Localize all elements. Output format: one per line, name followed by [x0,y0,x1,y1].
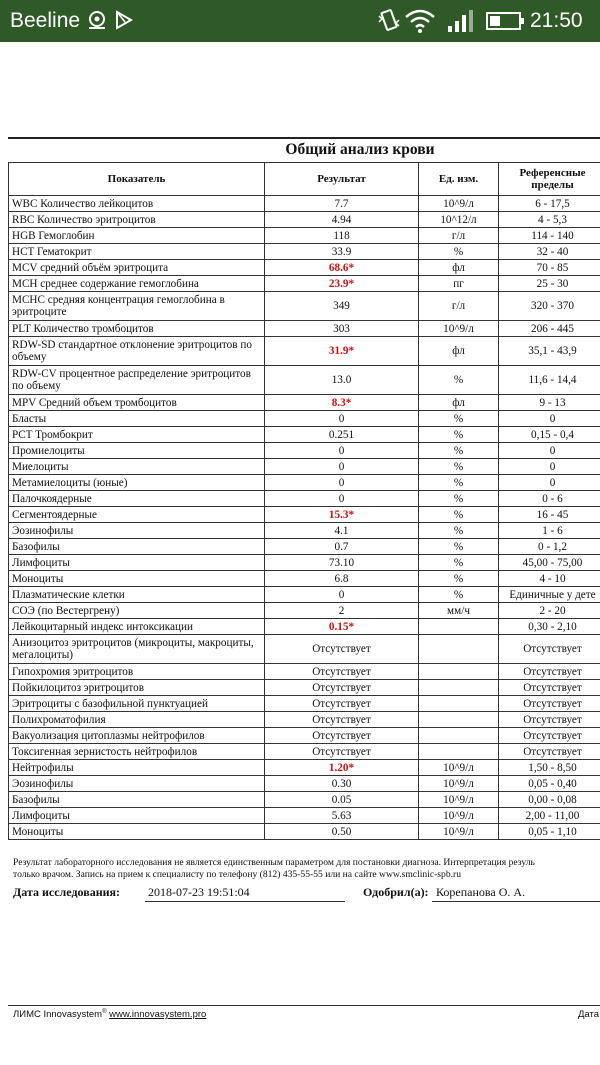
row-result: 13.0 [265,366,419,395]
row-unit: г/л [419,228,499,244]
table-row [9,459,600,475]
row-indicator: Эозинофилы [9,776,265,792]
carrier-name: Beeline [10,9,81,32]
table-row [9,475,600,491]
row-reference: Отсутствует [499,680,600,696]
row-result: 0.50 [265,824,419,840]
row-indicator: Вакуолизация цитоплазмы нейтрофилов [9,728,265,744]
row-reference: 206 - 445 [499,321,600,337]
row-indicator: HGB Гемоглобин [9,228,265,244]
row-indicator: Метамиелоциты (юные) [9,475,265,491]
row-unit: % [419,587,499,603]
row-indicator: Сегментоядерные [9,507,265,523]
row-unit: 10^9/л [419,824,499,840]
table-row [9,696,600,712]
row-unit: % [419,507,499,523]
row-result: Отсутствует [265,712,419,728]
row-unit [419,744,499,760]
row-unit: % [419,491,499,507]
table-row [9,635,600,664]
table-row [9,728,600,744]
row-indicator: СОЭ (по Вестергрену) [9,603,265,619]
footer-link[interactable]: www.innovasystem.pro [109,1009,207,1021]
row-result: 8.3* [265,395,419,411]
row-indicator: RBC Количество эритроцитов [9,212,265,228]
row-unit: фл [419,260,499,276]
row-reference: 0,15 - 0,4 [499,427,600,443]
table-row [9,260,600,276]
header-reference-line1: Референсные [519,167,586,179]
row-indicator: Базофилы [9,539,265,555]
row-reference: Отсутствует [499,696,600,712]
report-title: Общий анализ крови [285,141,435,158]
table-row [9,228,600,244]
table-row [9,603,600,619]
row-indicator: Моноциты [9,571,265,587]
row-result: Отсутствует [265,635,419,664]
row-unit: мм/ч [419,603,499,619]
row-result: 4.94 [265,212,419,228]
row-reference: 6 - 17,5 [499,196,600,212]
table-row [9,680,600,696]
row-reference: 9 - 13 [499,395,600,411]
divider [8,137,600,139]
row-unit: % [419,244,499,260]
table-row [9,292,600,321]
row-reference: 1,50 - 8,50 [499,760,600,776]
row-reference: Отсутствует [499,744,600,760]
row-reference: 11,6 - 14,4 [499,366,600,395]
row-reference: Единичные у дете [499,587,600,603]
row-result: 0 [265,443,419,459]
row-result: 0.30 [265,776,419,792]
row-unit [419,680,499,696]
table-row [9,507,600,523]
row-indicator: Пойкилоцитоз эритроцитов [9,680,265,696]
row-reference: 0,05 - 1,10 [499,824,600,840]
row-reference: 70 - 85 [499,260,600,276]
row-result: 6.8 [265,571,419,587]
row-reference: 4 - 10 [499,571,600,587]
row-indicator: Анизоцитоз эритроцитов (микроциты, макроциты, мегалоциты) [9,635,265,664]
row-unit: 10^9/л [419,808,499,824]
row-unit: % [419,366,499,395]
footer-date-label: Дата [578,1009,600,1020]
row-result: 0 [265,491,419,507]
clock: 21:50 [530,9,583,32]
row-indicator: RDW-SD стандартное отклонение эритроцитов по объему [9,337,265,366]
row-reference: Отсутствует [499,664,600,680]
row-result: 68.6* [265,260,419,276]
table-row [9,244,600,260]
row-indicator: RDW-CV процентное распределение эритроцитов по объему [9,366,265,395]
table-row [9,523,600,539]
row-unit: 10^9/л [419,760,499,776]
date-value: 2018-07-23 19:51:04 [148,885,250,899]
row-unit: 10^9/л [419,196,499,212]
row-reference: Отсутствует [499,728,600,744]
row-result: 0 [265,475,419,491]
row-reference: 2 - 20 [499,603,600,619]
row-unit [419,619,499,635]
results-table [8,162,600,840]
row-indicator: HCT Гематокрит [9,244,265,260]
row-unit: фл [419,337,499,366]
row-result: 31.9* [265,337,419,366]
row-unit [419,696,499,712]
row-indicator: WBC Количество лейкоцитов [9,196,265,212]
table-row [9,427,600,443]
row-indicator: Бласты [9,411,265,427]
row-unit: % [419,411,499,427]
row-unit: % [419,571,499,587]
row-indicator: Эритроциты с базофильной пунктуацией [9,696,265,712]
row-result: 2 [265,603,419,619]
table-row [9,792,600,808]
row-result: 0.251 [265,427,419,443]
row-result: 5.63 [265,808,419,824]
row-result: 0 [265,411,419,427]
row-unit: % [419,443,499,459]
table-row [9,712,600,728]
row-result: 0 [265,459,419,475]
row-result: 7.7 [265,196,419,212]
table-row [9,808,600,824]
row-indicator: MCHC средняя концентрация гемоглобина в эритроците [9,292,265,321]
row-result: 303 [265,321,419,337]
date-underline [145,901,345,902]
row-unit: пг [419,276,499,292]
table-row [9,619,600,635]
row-result: 118 [265,228,419,244]
row-indicator: MPV Средний объем тромбоцитов [9,395,265,411]
row-reference: 16 - 45 [499,507,600,523]
row-unit: % [419,555,499,571]
row-indicator: Палочкоядерные [9,491,265,507]
row-reference: Отсутствует [499,635,600,664]
row-unit: г/л [419,292,499,321]
row-reference: 35,1 - 43,9 [499,337,600,366]
table-row [9,664,600,680]
row-unit: % [419,475,499,491]
header-unit: Ед. изм. [419,163,499,196]
row-reference: 32 - 40 [499,244,600,260]
header-reference [499,163,600,196]
row-reference: 0,30 - 2,10 [499,619,600,635]
row-indicator: Токсигенная зернистость нейтрофилов [9,744,265,760]
row-indicator: Промиелоциты [9,443,265,459]
row-unit: 10^9/л [419,776,499,792]
row-result: 0 [265,587,419,603]
footer-divider [8,1005,600,1006]
row-result: 0.05 [265,792,419,808]
row-result: Отсутствует [265,680,419,696]
table-row [9,366,600,395]
row-indicator: PCT Тромбокрит [9,427,265,443]
row-indicator: Полихроматофилия [9,712,265,728]
row-reference: 0 - 6 [499,491,600,507]
table-row [9,276,600,292]
row-result: 73.10 [265,555,419,571]
header-indicator: Показатель [9,163,265,196]
table-row [9,196,600,212]
row-indicator: Базофилы [9,792,265,808]
table-row [9,824,600,840]
row-unit [419,712,499,728]
table-row [9,539,600,555]
row-indicator: Лейкоцитарный индекс интоксикации [9,619,265,635]
header-result: Результат [265,163,419,196]
footer-lims: ЛИМС Innovasystem® www.innovasystem.pro [13,1009,207,1021]
row-result: 0.7 [265,539,419,555]
row-reference: 0,00 - 0,08 [499,792,600,808]
row-indicator: Моноциты [9,824,265,840]
row-indicator: Лимфоциты [9,555,265,571]
row-unit: 10^12/л [419,212,499,228]
approved-underline [432,901,600,902]
row-result: 33.9 [265,244,419,260]
row-reference: 320 - 370 [499,292,600,321]
row-unit: % [419,459,499,475]
row-unit: % [419,523,499,539]
row-result: Отсутствует [265,744,419,760]
row-reference: 2,00 - 11,00 [499,808,600,824]
row-result: 1.20* [265,760,419,776]
row-indicator: Эозинофилы [9,523,265,539]
row-result: 349 [265,292,419,321]
row-reference: 0 [499,411,600,427]
row-result: Отсутствует [265,664,419,680]
row-result: 23.9* [265,276,419,292]
row-indicator: Нейтрофилы [9,760,265,776]
approved-label: Одобрил(а): [363,885,429,899]
disclaimer-line2: только врачом. Запись на прием к специалисту по телефону (812) 435-55-55 или на сайте www.smclinic-spb.ru [13,869,462,880]
table-row [9,212,600,228]
disclaimer [13,857,600,881]
table-row [9,776,600,792]
table-row [9,571,600,587]
row-unit: % [419,427,499,443]
row-unit [419,728,499,744]
row-indicator: Плазматические клетки [9,587,265,603]
row-indicator: Миелоциты [9,459,265,475]
row-unit [419,664,499,680]
row-reference: 0,05 - 0,40 [499,776,600,792]
row-unit: фл [419,395,499,411]
table-row [9,744,600,760]
row-unit: 10^9/л [419,792,499,808]
approved-value: Корепанова О. А. [436,885,526,899]
row-unit: % [419,539,499,555]
row-indicator: PLT Количество тромбоцитов [9,321,265,337]
table-row [9,411,600,427]
row-unit [419,635,499,664]
table-row [9,555,600,571]
row-unit: 10^9/л [419,321,499,337]
row-result: 15.3* [265,507,419,523]
table-row [9,321,600,337]
row-indicator: Гипохромия эритроцитов [9,664,265,680]
table-row [9,491,600,507]
row-reference: 4 - 5,3 [499,212,600,228]
table-row [9,443,600,459]
table-row [9,337,600,366]
row-reference: Отсутствует [499,712,600,728]
row-reference: 45,00 - 75,00 [499,555,600,571]
row-indicator: Лимфоциты [9,808,265,824]
table-row [9,395,600,411]
row-reference: 114 - 140 [499,228,600,244]
row-reference: 1 - 6 [499,523,600,539]
row-reference: 25 - 30 [499,276,600,292]
row-result: 0.15* [265,619,419,635]
row-reference: 0 - 1,2 [499,539,600,555]
header-reference-line2: пределы [531,179,574,191]
table-row [9,587,600,603]
row-reference: 0 [499,459,600,475]
table-header [9,163,600,196]
row-reference: 0 [499,475,600,491]
row-result: 4.1 [265,523,419,539]
date-label: Дата исследования: [13,885,121,899]
row-indicator: MCV средний объём эритроцита [9,260,265,276]
row-result: Отсутствует [265,696,419,712]
row-indicator: MCH среднее содержание гемоглобина [9,276,265,292]
disclaimer-line1: Результат лабораторного исследования не является единственным параметром для постановки диагноза. Интерпретация резуль [13,857,535,868]
table-row [9,760,600,776]
row-reference: 0 [499,443,600,459]
row-result: Отсутствует [265,728,419,744]
